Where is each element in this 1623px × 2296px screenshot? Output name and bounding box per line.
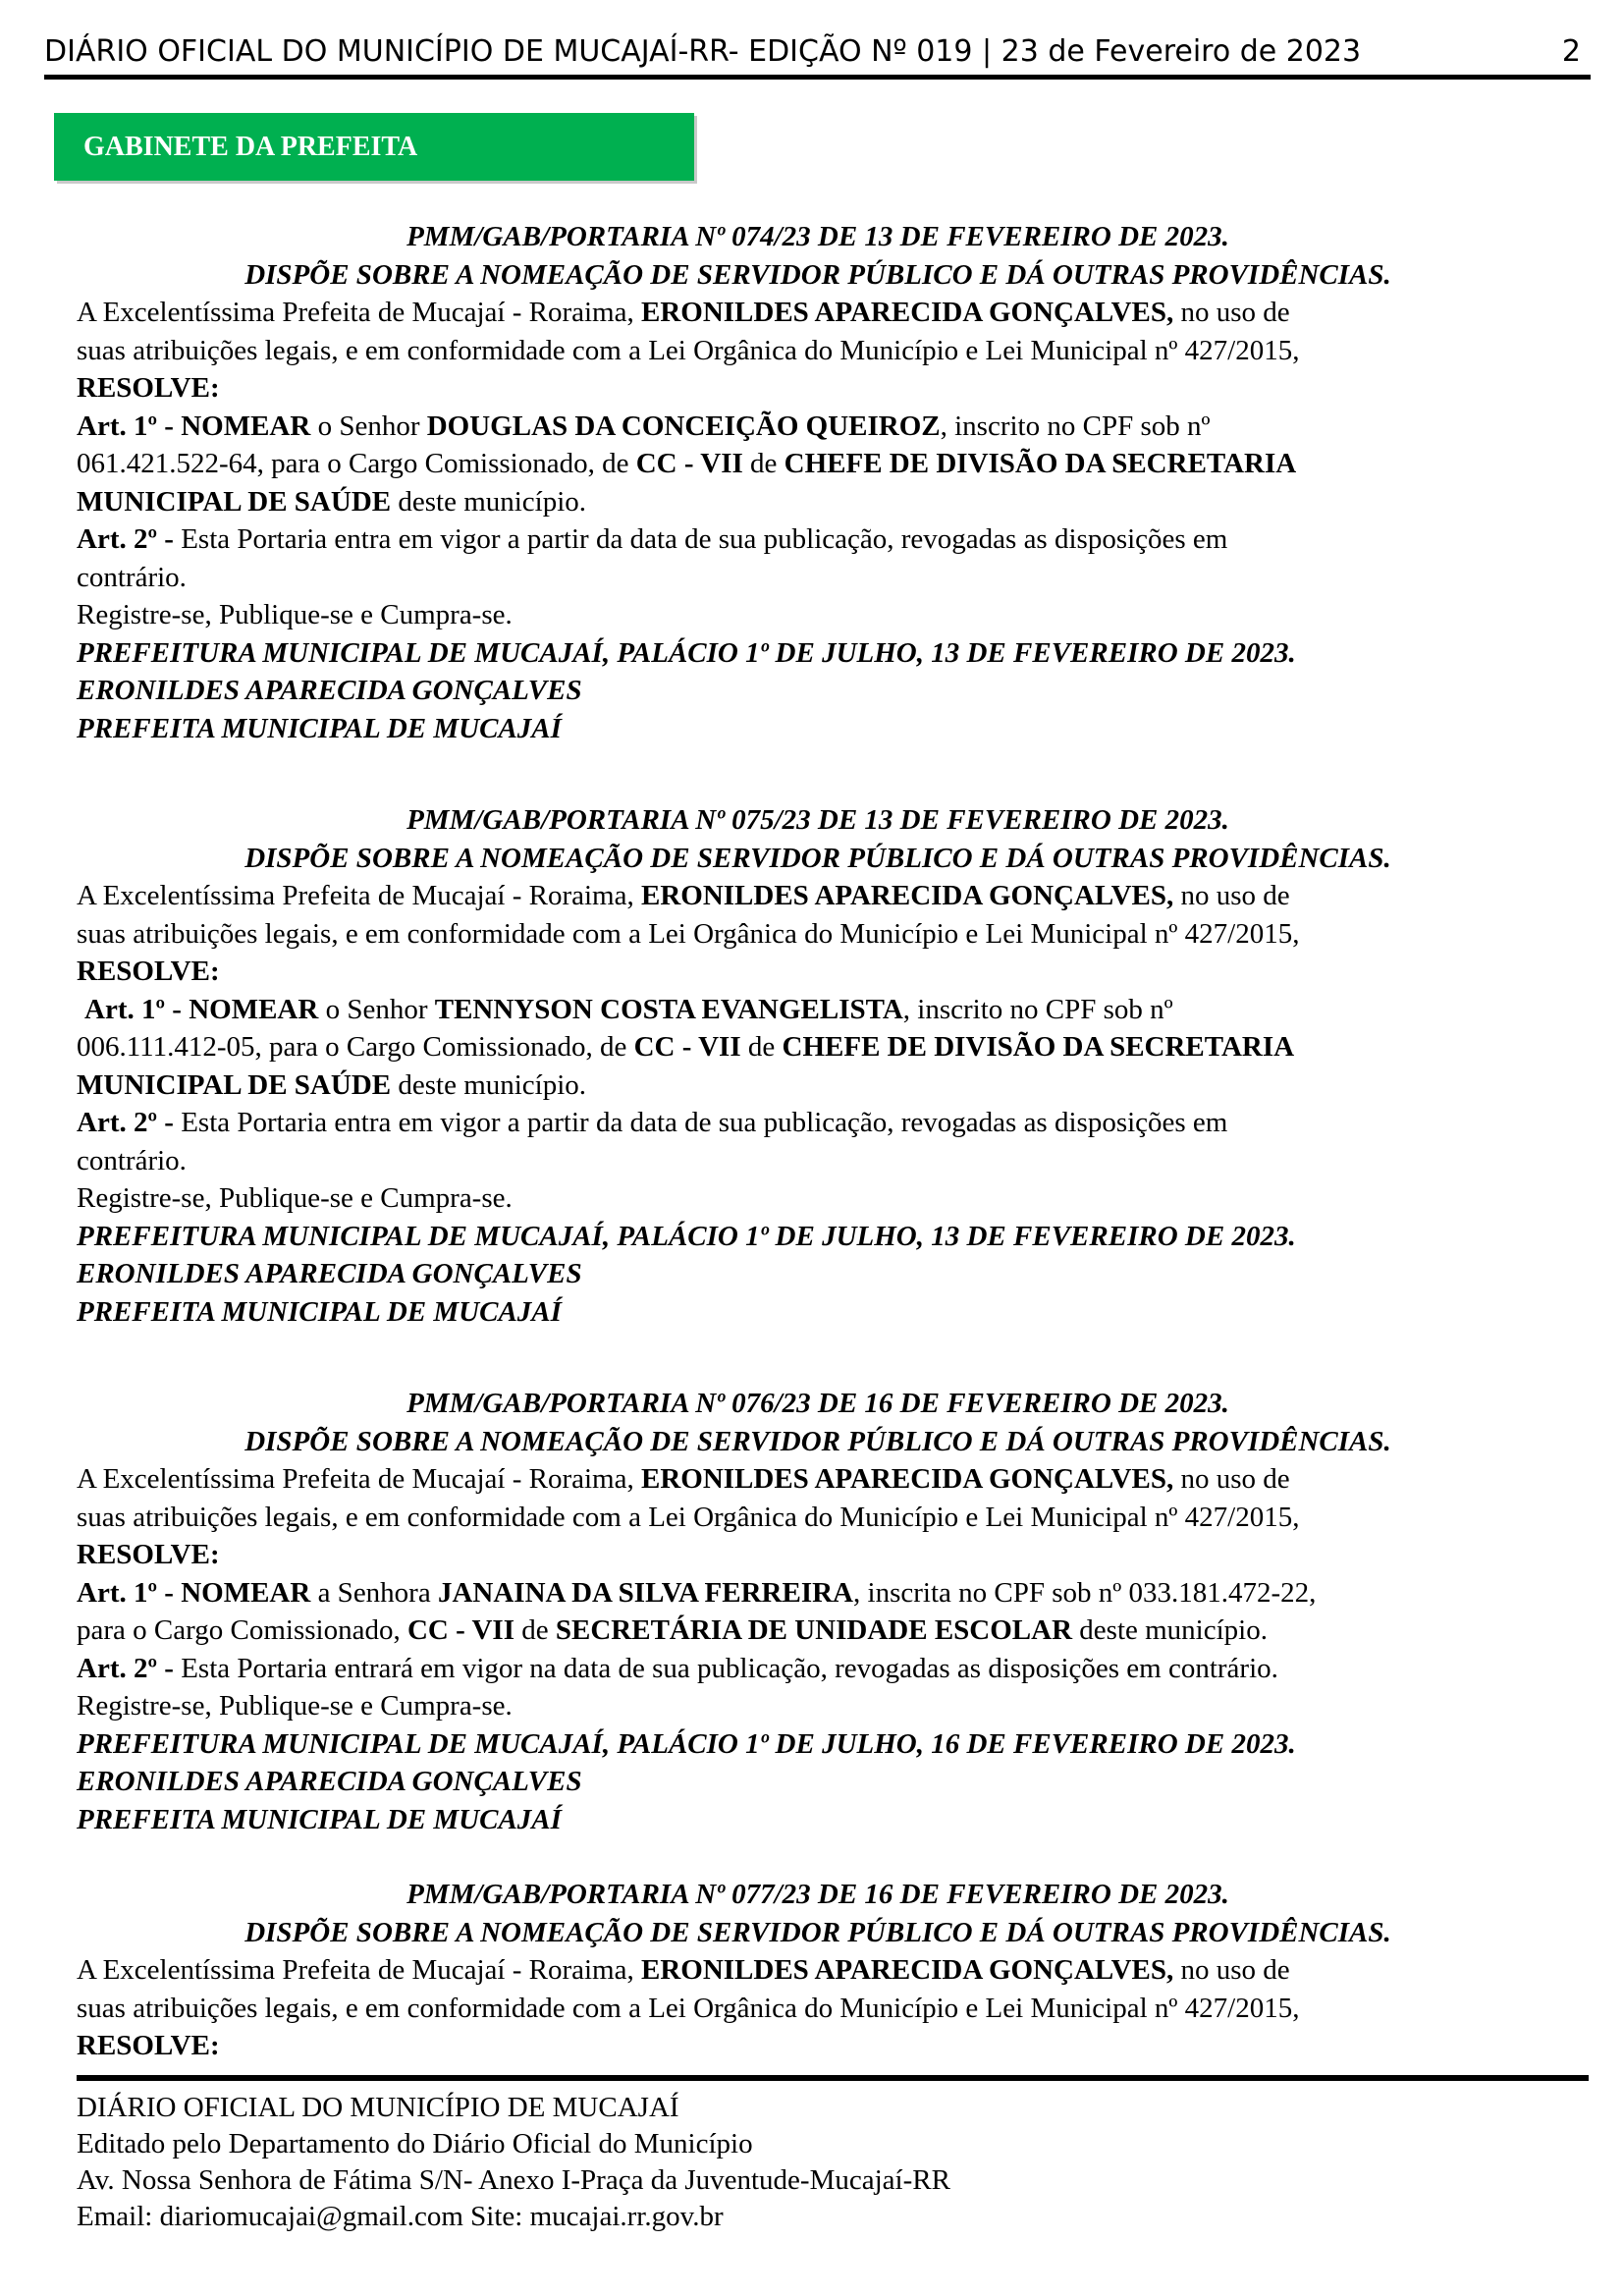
- article-2: Art. 2º - Esta Portaria entra em vigor a partir da data de sua publicação, revogadas as disposições em: [77, 1107, 1228, 1138]
- portaria-076: [77, 1385, 1559, 1838]
- intro-line-2: suas atribuições legais, e em conformidade com a Lei Orgânica do Município e Lei Municipal nº 427/2015,: [77, 1992, 1300, 2024]
- intro-line-2: suas atribuições legais, e em conformidade com a Lei Orgânica do Município e Lei Municipal nº 427/2015,: [77, 1501, 1300, 1533]
- signer-name: ERONILDES APARECIDA GONÇALVES: [77, 675, 582, 706]
- portaria-subject: DISPÕE SOBRE A NOMEAÇÃO DE SERVIDOR PÚBLICO E DÁ OUTRAS PROVIDÊNCIAS.: [244, 258, 1391, 291]
- place-date: PREFEITURA MUNICIPAL DE MUCAJAÍ, PALÁCIO 1º DE JULHO, 13 DE FEVEREIRO DE 2023.: [77, 636, 1296, 669]
- registre-line: Registre-se, Publique-se e Cumpra-se.: [77, 1182, 513, 1214]
- article-1-line-3: MUNICIPAL DE SAÚDE deste município.: [77, 1068, 587, 1101]
- portaria-title: PMM/GAB/PORTARIA Nº 075/23 DE 13 DE FEVEREIRO DE 2023.: [406, 804, 1229, 836]
- article-1-line-2: 006.111.412-05, para o Cargo Comissionado, de CC - VII de CHEFE DE DIVISÃO DA SECRETARIA: [77, 1031, 1295, 1063]
- resolve-label: RESOLVE:: [77, 372, 220, 404]
- portaria-title: PMM/GAB/PORTARIA Nº 077/23 DE 16 DE FEVEREIRO DE 2023.: [406, 1879, 1229, 1910]
- portaria-subject: DISPÕE SOBRE A NOMEAÇÃO DE SERVIDOR PÚBLICO E DÁ OUTRAS PROVIDÊNCIAS.: [244, 842, 1391, 874]
- signer-name: ERONILDES APARECIDA GONÇALVES: [77, 1766, 582, 1797]
- article-1: Art. 1º - NOMEAR a Senhora JANAINA DA SILVA FERREIRA, inscrita no CPF sob nº 033.181.472-22,: [77, 1576, 1317, 1609]
- portaria-075: [77, 801, 1559, 1331]
- article-2: Art. 2º - Esta Portaria entrará em vigor na data de sua publicação, revogadas as disposições em contrário.: [77, 1652, 1278, 1684]
- section-label: GABINETE DA PREFEITA: [54, 113, 694, 181]
- portaria-title: PMM/GAB/PORTARIA Nº 074/23 DE 13 DE FEVEREIRO DE 2023.: [406, 221, 1229, 252]
- footer-editor: Editado pelo Departamento do Diário Oficial do Município: [77, 2128, 753, 2159]
- intro-line: A Excelentíssima Prefeita de Mucajaí - Roraima, ERONILDES APARECIDA GONÇALVES, no uso de: [77, 880, 1290, 911]
- article-1-line-2: para o Cargo Comissionado, CC - VII de SECRETÁRIA DE UNIDADE ESCOLAR deste município.: [77, 1614, 1268, 1646]
- intro-line-2: suas atribuições legais, e em conformidade com a Lei Orgânica do Município e Lei Municipal nº 427/2015,: [77, 917, 1300, 950]
- intro-line: A Excelentíssima Prefeita de Mucajaí - Roraima, ERONILDES APARECIDA GONÇALVES, no uso de: [77, 297, 1290, 328]
- signer-role: PREFEITA MUNICIPAL DE MUCAJAÍ: [77, 1803, 562, 1835]
- resolve-label: RESOLVE:: [77, 956, 220, 987]
- document-body: [77, 218, 1559, 2119]
- footer-gazette-name: DIÁRIO OFICIAL DO MUNICÍPIO DE MUCAJAÍ: [77, 2092, 679, 2123]
- article-2-line-2: contrário.: [77, 561, 187, 593]
- signer-name: ERONILDES APARECIDA GONÇALVES: [77, 1258, 582, 1289]
- registre-line: Registre-se, Publique-se e Cumpra-se.: [77, 1690, 513, 1722]
- portaria-title: PMM/GAB/PORTARIA Nº 076/23 DE 16 DE FEVEREIRO DE 2023.: [406, 1388, 1229, 1419]
- resolve-label: RESOLVE:: [77, 1539, 220, 1570]
- article-1: Art. 1º - NOMEAR o Senhor DOUGLAS DA CONCEIÇÃO QUEIROZ, inscrito no CPF sob nº: [77, 410, 1211, 442]
- page-footer: [77, 2090, 950, 2235]
- portaria-074: [77, 218, 1559, 747]
- portaria-subject: DISPÕE SOBRE A NOMEAÇÃO DE SERVIDOR PÚBLICO E DÁ OUTRAS PROVIDÊNCIAS.: [244, 1425, 1391, 1457]
- footer-address: Av. Nossa Senhora de Fátima S/N- Anexo I-Praça da Juventude-Mucajaí-RR: [77, 2164, 950, 2196]
- resolve-label: RESOLVE:: [77, 2030, 220, 2061]
- article-1-line-3: MUNICIPAL DE SAÚDE deste município.: [77, 485, 587, 518]
- place-date: PREFEITURA MUNICIPAL DE MUCAJAÍ, PALÁCIO 1º DE JULHO, 13 DE FEVEREIRO DE 2023.: [77, 1220, 1296, 1252]
- portaria-077: [77, 1876, 1559, 2065]
- registre-line: Registre-se, Publique-se e Cumpra-se.: [77, 599, 513, 630]
- footer-contact: Email: diariomucajai@gmail.com Site: mucajai.rr.gov.br: [77, 2201, 724, 2232]
- page-number: 2: [1561, 34, 1581, 69]
- intro-line: A Excelentíssima Prefeita de Mucajaí - Roraima, ERONILDES APARECIDA GONÇALVES, no uso de: [77, 1954, 1290, 1986]
- place-date: PREFEITURA MUNICIPAL DE MUCAJAÍ, PALÁCIO 1º DE JULHO, 16 DE FEVEREIRO DE 2023.: [77, 1727, 1296, 1760]
- article-2: Art. 2º - Esta Portaria entra em vigor a partir da data de sua publicação, revogadas as disposições em: [77, 523, 1228, 555]
- footer-divider: [77, 2075, 1589, 2081]
- page-header: [44, 29, 1591, 80]
- intro-line: A Excelentíssima Prefeita de Mucajaí - Roraima, ERONILDES APARECIDA GONÇALVES, no uso de: [77, 1463, 1290, 1495]
- article-1-line-2: 061.421.522-64, para o Cargo Comissionado, de CC - VII de CHEFE DE DIVISÃO DA SECRETARIA: [77, 448, 1297, 479]
- article-2-line-2: contrário.: [77, 1144, 187, 1176]
- gazette-title: DIÁRIO OFICIAL DO MUNICÍPIO DE MUCAJAÍ-RR- EDIÇÃO Nº 019 | 23 de Fevereiro de 2023: [44, 34, 1362, 69]
- signer-role: PREFEITA MUNICIPAL DE MUCAJAÍ: [77, 1295, 562, 1328]
- intro-line-2: suas atribuições legais, e em conformidade com a Lei Orgânica do Município e Lei Municipal nº 427/2015,: [77, 334, 1300, 366]
- article-1: Art. 1º - NOMEAR o Senhor TENNYSON COSTA EVANGELISTA, inscrito no CPF sob nº: [84, 993, 1173, 1025]
- signer-role: PREFEITA MUNICIPAL DE MUCAJAÍ: [77, 712, 562, 744]
- portaria-subject: DISPÕE SOBRE A NOMEAÇÃO DE SERVIDOR PÚBLICO E DÁ OUTRAS PROVIDÊNCIAS.: [244, 1916, 1391, 1948]
